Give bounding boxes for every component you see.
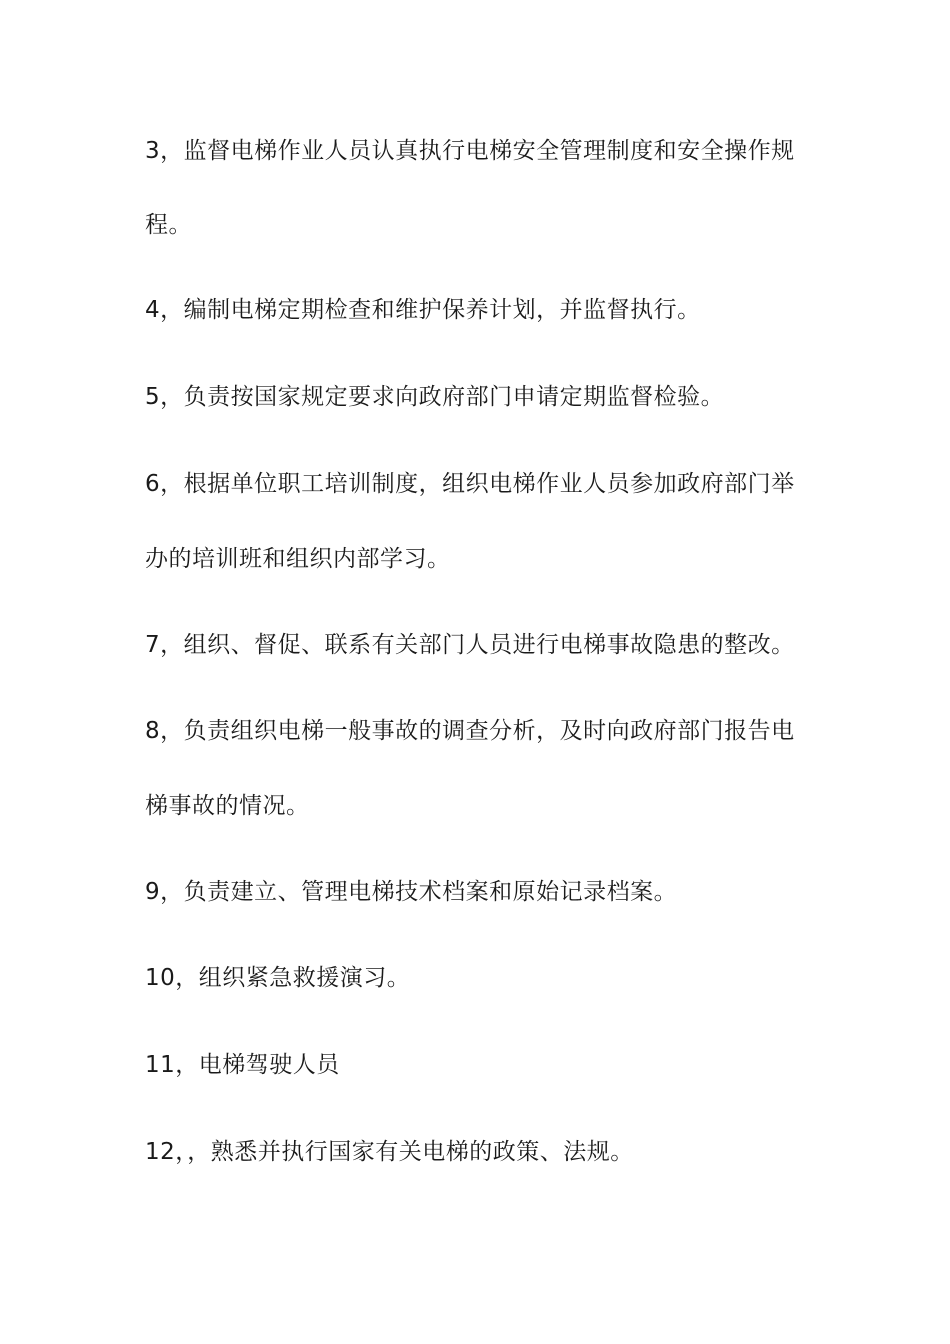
text-line-item-7: 7，组织、督促、联系有关部门人员进行电梯事故隐患的整改。	[145, 632, 795, 658]
text-line-item-5: 5，负责按国家规定要求向政府部门申请定期监督检验。	[145, 384, 725, 410]
text-line-item-3-part-2: 程。	[145, 212, 192, 238]
text-line-item-8-part-1: 8，负责组织电梯一般事故的调查分析，及时向政府部门报告电	[145, 718, 795, 744]
text-line-item-6-part-1: 6，根据单位职工培训制度，组织电梯作业人员参加政府部门举	[145, 471, 795, 497]
text-line-item-12: 12，，熟悉并执行国家有关电梯的政策、法规。	[145, 1139, 634, 1165]
text-line-item-8-part-2: 梯事故的情况。	[145, 793, 310, 819]
text-line-item-9: 9，负责建立、管理电梯技术档案和原始记录档案。	[145, 879, 678, 905]
text-line-item-3-part-1: 3，监督电梯作业人员认真执行电梯安全管理制度和安全操作规	[145, 138, 795, 164]
text-line-item-10: 10，组织紧急救援演习。	[145, 965, 411, 991]
text-line-item-4: 4，编制电梯定期检查和维护保养计划，并监督执行。	[145, 297, 701, 323]
text-line-item-6-part-2: 办的培训班和组织内部学习。	[145, 546, 451, 572]
text-line-item-11: 11，电梯驾驶人员	[145, 1052, 340, 1078]
